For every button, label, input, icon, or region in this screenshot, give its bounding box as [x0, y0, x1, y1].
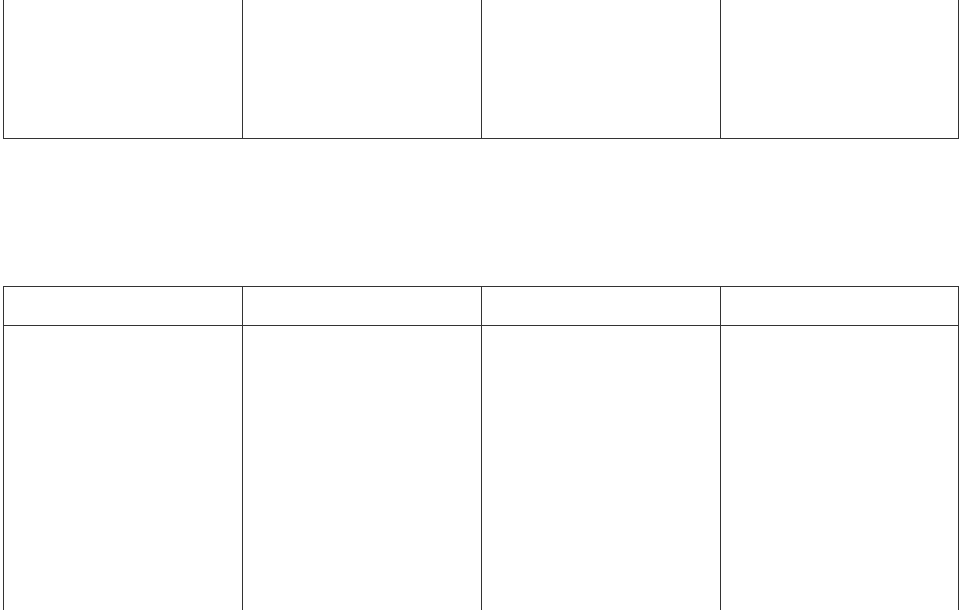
grade-cell-3	[482, 326, 721, 610]
top-cell-2	[243, 0, 482, 139]
top-cell-3	[482, 0, 721, 139]
grades-header-row	[4, 287, 959, 326]
section-heading	[8, 261, 21, 275]
grade-header-3	[482, 287, 721, 326]
top-requirements-table	[3, 0, 959, 139]
grade-cell-2	[243, 326, 482, 610]
top-cell-4	[721, 0, 959, 139]
grades-table	[3, 286, 959, 610]
grade-header-1	[4, 287, 243, 326]
top-cell-1	[4, 0, 243, 139]
grade-cell-4	[721, 326, 959, 610]
grade-cell-1	[4, 326, 243, 610]
grades-content-row	[4, 326, 959, 610]
grade-header-4	[721, 287, 959, 326]
grade-header-2	[243, 287, 482, 326]
